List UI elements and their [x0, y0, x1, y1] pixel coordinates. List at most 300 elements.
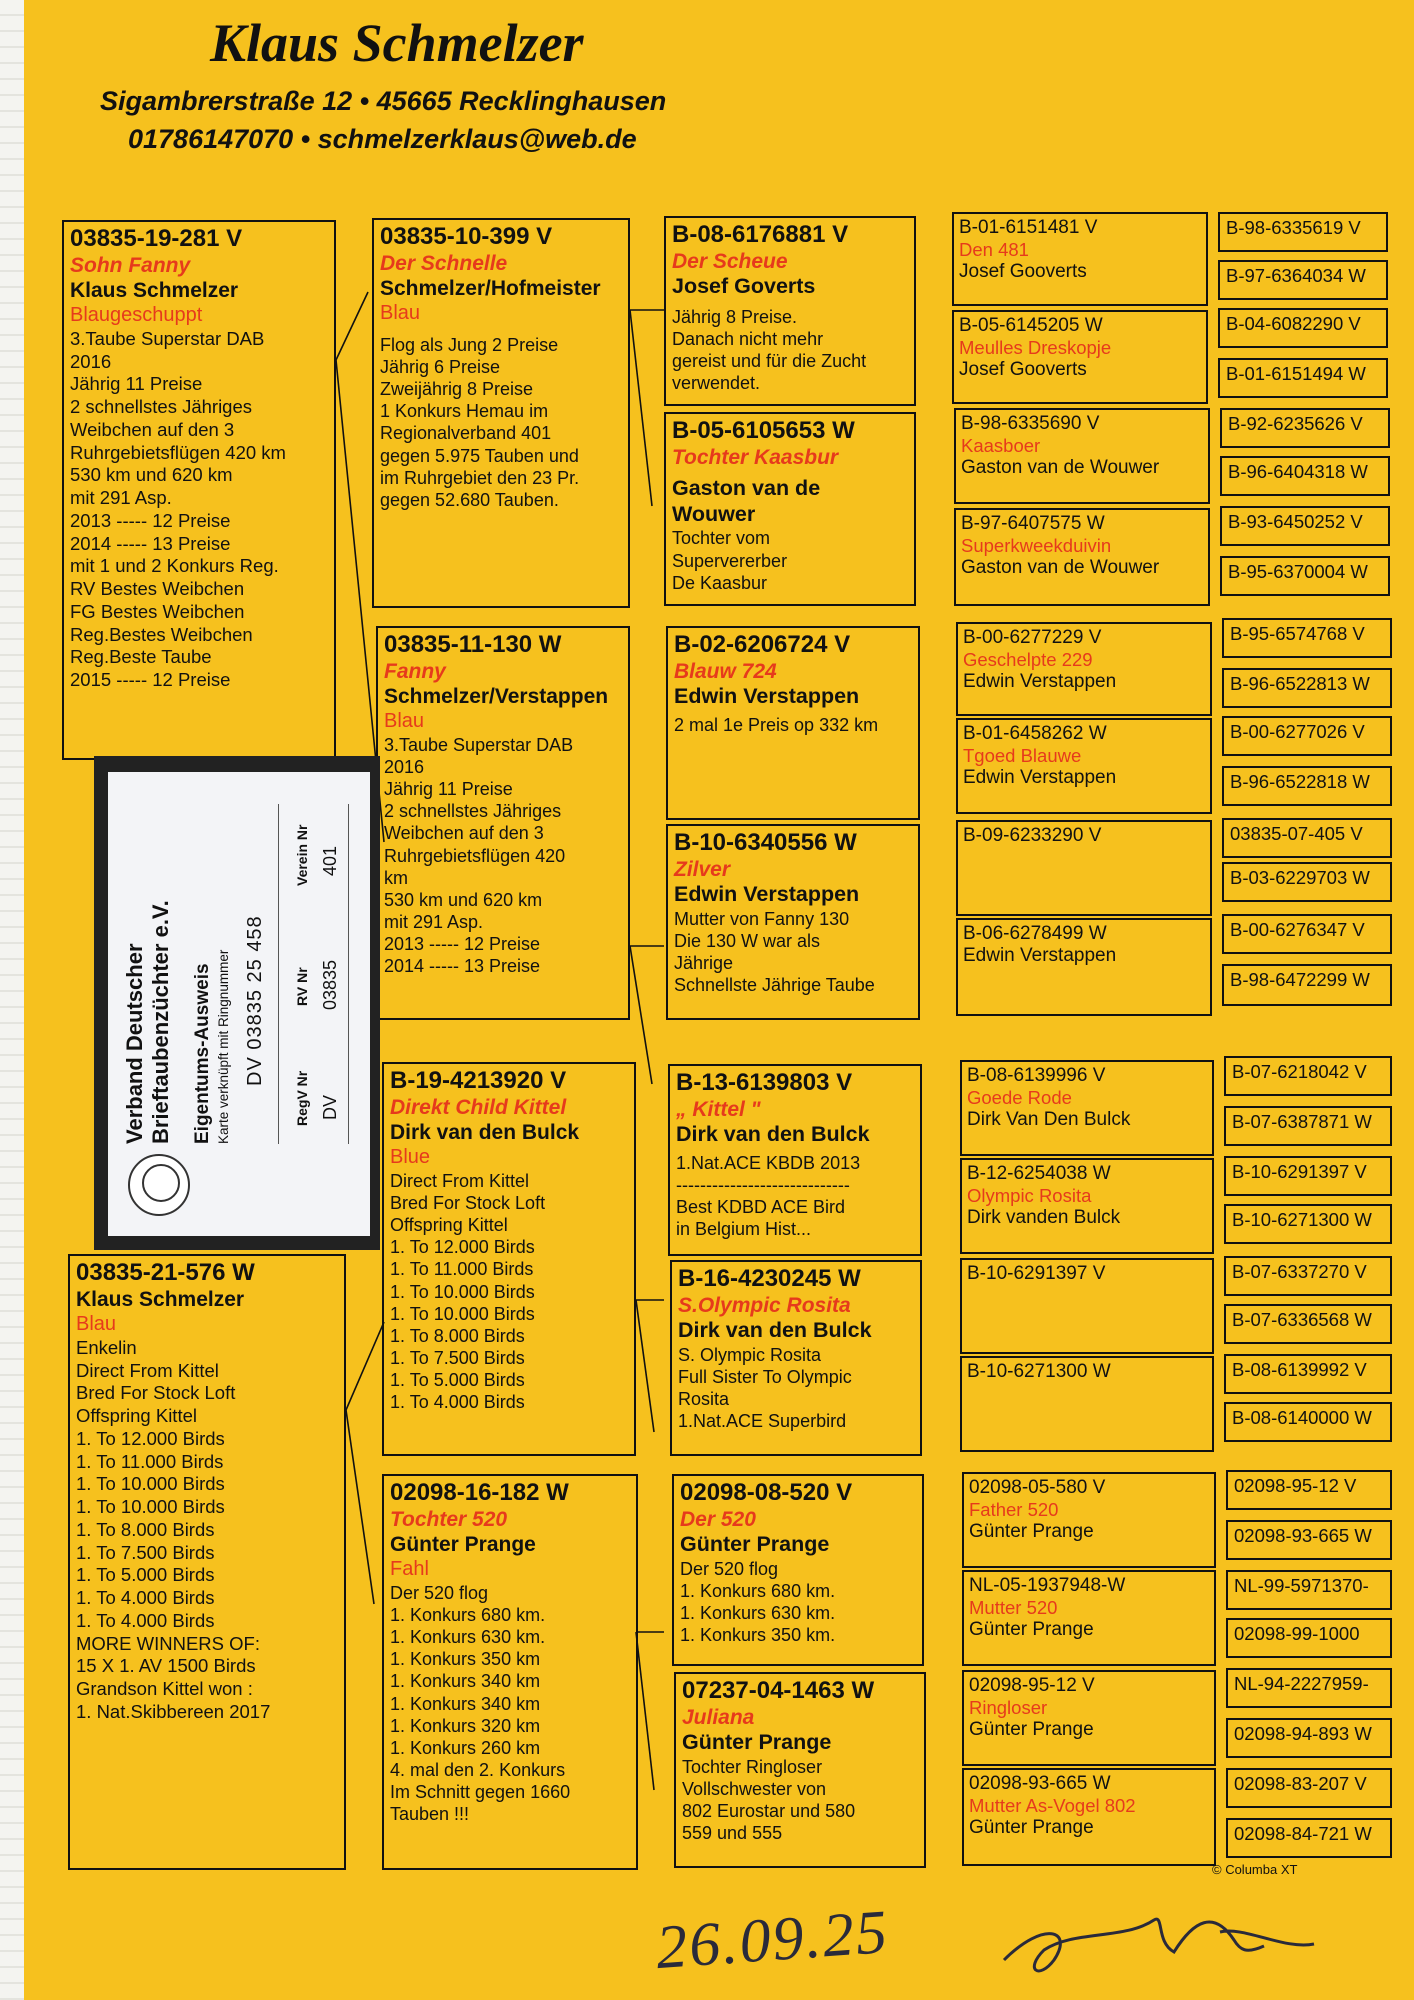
ggg-box	[1222, 818, 1392, 858]
pigeon-details	[390, 1170, 628, 1413]
detail-line: 1. To 4.000 Birds	[390, 1392, 525, 1413]
detail-line: 1. Konkurs 680 km.	[390, 1605, 546, 1626]
owner: Josef Gooverts	[959, 261, 1087, 283]
ggg-box	[1224, 1354, 1392, 1394]
ring-number: B-98-6335690 V	[961, 413, 1100, 434]
detail-line: Supervererber	[672, 550, 788, 571]
detail-line: Ruhrgebietsflügen 420	[384, 845, 566, 866]
detail-line: 802 Eurostar und 580	[682, 1800, 856, 1821]
ring-number: 02098-83-207 V	[1234, 1773, 1367, 1794]
owner: Gaston van de Wouwer	[672, 475, 821, 526]
ring-number: 02098-93-665 W	[1234, 1525, 1372, 1546]
detail-line: Flog als Jung 2 Preise	[380, 334, 559, 355]
detail-line: Bred For Stock Loft	[76, 1382, 236, 1404]
detail-line: Bred For Stock Loft	[390, 1193, 546, 1214]
grandparent-box	[670, 1260, 922, 1456]
ring-number: B-05-6105653 W	[672, 417, 855, 444]
ggg-box	[1218, 308, 1388, 348]
ring-number: 03835-19-281 V	[70, 225, 243, 252]
grandparent-box	[674, 1672, 926, 1868]
detail-line: Best KDBD ACE Bird	[676, 1196, 846, 1217]
pigeon-color: Blaugeschuppt	[70, 303, 203, 326]
pigeon-name: Der 520	[680, 1507, 756, 1531]
detail-line: Enkelin	[76, 1336, 137, 1358]
detail-line: 2016	[70, 350, 112, 372]
owner: Dirk van den Bulck	[678, 1317, 872, 1342]
great-grandparent-box	[962, 1472, 1216, 1568]
ring-number: B-05-6145205 W	[959, 315, 1103, 336]
pigeon-name: Direkt Child Kittel	[390, 1095, 567, 1119]
pigeon-details	[674, 714, 912, 736]
detail-line: S. Olympic Rosita	[678, 1344, 822, 1365]
pigeon-name: Father 520	[969, 1498, 1059, 1520]
detail-line: Der 520 flog	[390, 1582, 489, 1603]
ring-number: B-97-6364034 W	[1226, 265, 1366, 286]
ring-number: B-06-6278499 W	[963, 923, 1107, 944]
detail-line: 1. Konkurs 350 km.	[680, 1624, 836, 1645]
ring-number: B-07-6387871 W	[1232, 1111, 1372, 1132]
ownership-card-face	[108, 772, 370, 1236]
detail-line: Jährige	[674, 952, 734, 973]
ring-number: 03835-07-405 V	[1230, 823, 1363, 844]
detail-line: gegen 5.975 Tauben und	[380, 445, 579, 466]
ring-number: 03835-11-130 W	[384, 631, 562, 658]
card-value-rv: 03835	[320, 959, 340, 1010]
detail-line: 1. To 5.000 Birds	[390, 1370, 525, 1391]
owner: Edwin Verstappen	[963, 944, 1117, 966]
pigeon-name: Tochter 520	[390, 1507, 508, 1531]
pigeon-details	[676, 1152, 914, 1241]
owner: Günter Prange	[390, 1532, 536, 1556]
owner: Günter Prange	[680, 1531, 830, 1556]
ggg-box	[1218, 358, 1388, 398]
detail-line: 559 und 555	[682, 1822, 783, 1843]
pigeon-name: Ringloser	[969, 1696, 1048, 1718]
detail-line: Tochter vom	[672, 528, 771, 549]
ggg-box	[1220, 408, 1390, 448]
pigeon-name: Goede Rode	[967, 1086, 1072, 1108]
great-grandparent-box	[962, 1570, 1216, 1666]
ggg-box	[1220, 456, 1390, 496]
ring-number: B-00-6276347 V	[1230, 919, 1365, 940]
pigeon-details	[380, 334, 622, 511]
detail-line: 2014 ----- 13 Preise	[384, 956, 541, 977]
detail-line: Jährig 11 Preise	[384, 779, 513, 800]
ring-number: 02098-94-893 W	[1234, 1723, 1372, 1744]
ring-number: B-98-6335619 V	[1226, 217, 1361, 238]
ring-number: B-96-6522818 W	[1230, 771, 1370, 792]
great-grandparent-box	[956, 918, 1212, 1016]
pigeon-details	[70, 328, 328, 692]
detail-line: gereist und für die Zucht	[672, 350, 867, 371]
detail-line: 1. To 10.000 Birds	[390, 1281, 535, 1302]
detail-line: 1. To 10.000 Birds	[390, 1303, 535, 1324]
ring-number: B-01-6458262 W	[963, 723, 1107, 744]
ring-number: B-95-6370004 W	[1228, 561, 1368, 582]
detail-line: 2 schnellstes Jähriges	[384, 801, 562, 822]
detail-line: Reg.Beste Taube	[70, 646, 212, 668]
detail-line: 1. Konkurs 630 km.	[680, 1602, 836, 1623]
pigeon-name: Olympic Rosita	[967, 1184, 1092, 1206]
detail-line: 4. mal den 2. Konkurs	[390, 1759, 566, 1780]
ring-number: 03835-21-576 W	[76, 1259, 255, 1286]
detail-line: 1. To 10.000 Birds	[76, 1496, 225, 1518]
detail-line: Vollschwester von	[682, 1778, 827, 1799]
grandparent-box	[664, 412, 916, 606]
detail-line: 2015 ----- 12 Preise	[70, 669, 231, 691]
detail-line: FG Bestes Weibchen	[70, 600, 245, 622]
detail-line: Schnellste Jährige Taube	[674, 974, 875, 995]
pigeon-name: Den 481	[959, 238, 1029, 260]
ring-number: B-12-6254038 W	[967, 1163, 1111, 1184]
ggg-box	[1224, 1204, 1392, 1244]
pigeon-color: Blue	[390, 1145, 431, 1168]
ring-number: 07237-04-1463 W	[682, 1677, 875, 1704]
detail-line: 3.Taube Superstar DAB	[70, 327, 265, 349]
owner: Edwin Verstappen	[963, 671, 1117, 693]
detail-line: Ruhrgebietsflügen 420 km	[70, 441, 286, 463]
grandparent-box	[668, 1064, 922, 1256]
ring-number: B-09-6233290 V	[963, 825, 1102, 846]
owner: Dirk van den Bulck	[390, 1120, 580, 1144]
detail-line: Tochter Ringloser	[682, 1756, 823, 1777]
ring-number: B-07-6336568 W	[1232, 1309, 1372, 1330]
card-title: Eigentums-Ausweis	[192, 963, 213, 1144]
ring-number: B-19-4213920 V	[390, 1067, 567, 1094]
pedigree-sheet	[24, 0, 1414, 2000]
owner: Günter Prange	[969, 1521, 1094, 1543]
detail-line: 1. To 5.000 Birds	[76, 1564, 215, 1586]
card-label-verein: Verein Nr	[294, 824, 310, 886]
grandparent-box	[664, 216, 916, 406]
grandparent-box	[666, 824, 920, 1020]
signature-icon	[984, 1880, 1324, 1990]
ggg-box	[1226, 1668, 1392, 1708]
detail-line: Regionalverband 401	[380, 423, 552, 444]
card-ring-number: DV 03835 25 458	[244, 915, 266, 1086]
detail-line: 1. To 4.000 Birds	[76, 1587, 215, 1609]
copyright: © Columba XT	[1212, 1862, 1298, 1877]
detail-line: 1. Konkurs 320 km	[390, 1715, 541, 1736]
owner: Günter Prange	[682, 1729, 832, 1754]
detail-line: 1. To 7.500 Birds	[76, 1541, 215, 1563]
detail-line: Full Sister To Olympic	[678, 1366, 852, 1387]
parent-box	[376, 626, 630, 1020]
ring-number: B-03-6229703 W	[1230, 867, 1370, 888]
ownership-card-content	[108, 772, 370, 1236]
great-grandparent-box	[962, 1768, 1216, 1866]
detail-line: 1. Konkurs 260 km	[390, 1737, 541, 1758]
ggg-box	[1224, 1056, 1392, 1096]
detail-line: 1. To 8.000 Birds	[76, 1518, 215, 1540]
ring-number: B-10-6291397 V	[967, 1263, 1106, 1284]
card-org-line: Verband Deutscher	[122, 943, 147, 1144]
ggg-box	[1226, 1520, 1392, 1560]
pigeon-name: Fanny	[384, 659, 446, 683]
ggg-box	[1226, 1570, 1392, 1610]
owner: Gaston van de Wouwer	[961, 557, 1160, 579]
association-logo-icon	[128, 1154, 190, 1216]
great-grandparent-box	[952, 310, 1208, 404]
detail-line: 530 km und 620 km	[70, 464, 233, 486]
ggg-box	[1224, 1402, 1392, 1442]
ring-number: B-13-6139803 V	[676, 1069, 853, 1096]
detail-line: 1. To 12.000 Birds	[76, 1427, 225, 1449]
detail-line: 2013 ----- 12 Preise	[384, 934, 541, 955]
ring-number: 02098-05-580 V	[969, 1477, 1106, 1498]
ggg-box	[1224, 1304, 1392, 1344]
owner: Schmelzer/Verstappen	[384, 684, 609, 708]
detail-line: in Belgium Hist...	[676, 1218, 812, 1239]
detail-line: Der 520 flog	[680, 1558, 779, 1579]
ggg-box	[1220, 556, 1390, 596]
detail-line: 2 mal 1e Preis op 332 km	[674, 714, 879, 735]
pigeon-name: Mutter 520	[969, 1596, 1058, 1618]
pigeon-details	[674, 908, 912, 997]
detail-line: 1. Nat.Skibbereen 2017	[76, 1700, 271, 1722]
pigeon-details	[76, 1337, 338, 1724]
ggg-box	[1222, 964, 1392, 1006]
breeder-contact: 01786147070 • schmelzerklaus@web.de	[128, 124, 637, 154]
pigeon-box	[62, 220, 336, 760]
great-grandparent-box	[952, 212, 1208, 306]
ring-number: B-16-4230245 W	[678, 1265, 861, 1292]
great-grandparent-box	[956, 622, 1212, 716]
ring-number: 02098-93-665 W	[969, 1773, 1111, 1794]
card-divider	[348, 804, 349, 1144]
card-value-regv: DV	[320, 1094, 340, 1120]
detail-line: 2013 ----- 12 Preise	[70, 509, 231, 531]
pigeon-details	[390, 1582, 630, 1825]
owner: Dirk van den Bulck	[676, 1121, 870, 1146]
ggg-box	[1226, 1818, 1392, 1858]
ggg-box	[1222, 716, 1392, 756]
owner: Klaus Schmelzer	[70, 278, 239, 302]
detail-line: gegen 52.680 Tauben.	[380, 489, 559, 510]
ggg-box	[1224, 1256, 1392, 1296]
detail-line: mit 291 Asp.	[70, 487, 172, 509]
ring-number: B-02-6206724 V	[674, 631, 851, 658]
ring-number: B-08-6139996 V	[967, 1065, 1106, 1086]
owner: Dirk vanden Bulck	[967, 1207, 1121, 1229]
pigeon-name: Sohn Fanny	[70, 253, 191, 277]
pigeon-details	[672, 527, 908, 593]
detail-line: Offspring Kittel	[76, 1405, 197, 1427]
card-label-regv: RegV Nr	[294, 1070, 310, 1126]
great-grandparent-box	[954, 508, 1210, 606]
ring-number: 02098-84-721 W	[1234, 1823, 1372, 1844]
detail-line: 1. To 12.000 Birds	[390, 1237, 535, 1258]
handwritten-date: 26.09.25	[653, 1897, 892, 1983]
ring-number: B-07-6218042 V	[1232, 1061, 1367, 1082]
ring-number: B-10-6291397 V	[1232, 1161, 1367, 1182]
ring-number: B-10-6271300 W	[1232, 1209, 1372, 1230]
ggg-box	[1226, 1470, 1392, 1510]
great-grandparent-box	[960, 1158, 1214, 1254]
pigeon-box	[68, 1254, 346, 1870]
ggg-box	[1226, 1718, 1392, 1758]
ring-number: B-01-6151494 W	[1226, 363, 1366, 384]
detail-line: mit 291 Asp.	[384, 911, 484, 932]
detail-line: km	[384, 867, 408, 888]
ggg-box	[1218, 212, 1388, 252]
ring-number: B-96-6404318 W	[1228, 461, 1368, 482]
pigeon-details	[678, 1344, 914, 1433]
ggg-box	[1222, 618, 1392, 658]
ring-number: B-08-6139992 V	[1232, 1359, 1367, 1380]
pigeon-color: Blau	[384, 709, 425, 732]
detail-line: RV Bestes Weibchen	[70, 578, 245, 600]
owner: Edwin Verstappen	[963, 767, 1117, 789]
owner: Edwin Verstappen	[674, 683, 860, 708]
detail-line: 1.Nat.ACE Superbird	[678, 1410, 847, 1431]
ring-number: B-97-6407575 W	[961, 513, 1105, 534]
pigeon-name: S.Olympic Rosita	[678, 1293, 851, 1317]
owner: Josef Gooverts	[959, 359, 1087, 381]
parent-box	[382, 1474, 638, 1870]
ring-number: 02098-95-12 V	[1234, 1475, 1357, 1496]
ring-number: 02098-16-182 W	[390, 1479, 569, 1506]
detail-line: 1. To 4.000 Birds	[76, 1609, 215, 1631]
pigeon-name: Mutter As-Vogel 802	[969, 1794, 1136, 1816]
pigeon-name: Kaasboer	[961, 434, 1041, 456]
ring-number: NL-05-1937948-W	[969, 1575, 1126, 1596]
card-label-rv: RV Nr	[294, 967, 310, 1006]
pigeon-name: Juliana	[682, 1705, 755, 1729]
owner: Dirk Van Den Bulck	[967, 1109, 1131, 1131]
card-subtitle: Karte verknüpft mit Ringnummer	[216, 949, 231, 1144]
detail-line: 530 km und 620 km	[384, 889, 543, 910]
detail-line: Jährig 11 Preise	[70, 373, 203, 395]
ggg-box	[1218, 260, 1388, 300]
pigeon-name: Der Scheue	[672, 249, 788, 273]
pigeon-name: Meulles Dreskopje	[959, 336, 1112, 358]
detail-line: 2014 ----- 13 Preise	[70, 532, 231, 554]
ring-number: B-00-6277026 V	[1230, 721, 1365, 742]
ring-number: NL-94-2227959-	[1234, 1673, 1369, 1694]
owner: Günter Prange	[969, 1719, 1094, 1741]
detail-line: -----------------------------	[676, 1174, 850, 1195]
pigeon-name: Tgoed Blauwe	[963, 744, 1082, 766]
detail-line: Weibchen auf den 3	[384, 823, 544, 844]
ggg-box	[1222, 766, 1392, 806]
ring-number: B-92-6235626 V	[1228, 413, 1363, 434]
breeder-name: Klaus Schmelzer	[210, 13, 584, 73]
pigeon-name: Tochter Kaasbur	[672, 445, 839, 469]
ring-number: B-10-6271300 W	[967, 1361, 1111, 1382]
detail-line: Jährig 8 Preise.	[672, 306, 798, 327]
ring-number: B-01-6151481 V	[959, 217, 1098, 238]
ggg-box	[1226, 1618, 1392, 1658]
owner: Klaus Schmelzer	[76, 1287, 245, 1311]
detail-line: Im Schnitt gegen 1660	[390, 1782, 571, 1803]
owner: Günter Prange	[969, 1817, 1094, 1839]
ring-number: B-96-6522813 W	[1230, 673, 1370, 694]
card-organization	[122, 900, 175, 1144]
detail-line: 1. To 7.500 Birds	[390, 1347, 525, 1368]
paper-edge	[0, 0, 24, 2000]
detail-line: im Ruhrgebiet den 23 Pr.	[380, 467, 580, 488]
great-grandparent-box	[960, 1258, 1214, 1354]
pigeon-name: Zilver	[674, 857, 731, 881]
ring-number: B-04-6082290 V	[1226, 313, 1361, 334]
detail-line: Tauben !!!	[390, 1804, 470, 1825]
great-grandparent-box	[954, 408, 1210, 504]
grandparent-box	[666, 626, 920, 820]
pigeon-color: Fahl	[390, 1557, 429, 1580]
ring-number: 03835-10-399 V	[380, 223, 553, 250]
ring-number: B-08-6140000 W	[1232, 1407, 1372, 1428]
detail-line: 1. To 10.000 Birds	[76, 1473, 225, 1495]
ggg-box	[1224, 1106, 1392, 1146]
ring-number: NL-99-5971370-	[1234, 1575, 1369, 1596]
owner: Edwin Verstappen	[674, 881, 860, 906]
pigeon-name: Geschelpte 229	[963, 648, 1093, 670]
detail-line: 1. Konkurs 340 km	[390, 1693, 541, 1714]
ownership-card	[94, 756, 380, 1250]
owner: Josef Goverts	[672, 273, 816, 298]
pigeon-name: Blauw 724	[674, 659, 777, 683]
detail-line: 2 schnellstes Jähriges	[70, 396, 253, 418]
detail-line: De Kaasbur	[672, 572, 768, 593]
pigeon-details	[672, 306, 908, 395]
ggg-box	[1224, 1156, 1392, 1196]
great-grandparent-box	[956, 820, 1212, 916]
breeder-address: Sigambrerstraße 12 • 45665 Recklinghausen	[100, 86, 667, 116]
great-grandparent-box	[960, 1356, 1214, 1452]
ggg-box	[1222, 914, 1392, 954]
parent-box	[382, 1062, 636, 1456]
owner: Günter Prange	[969, 1619, 1094, 1641]
detail-line: Reg.Bestes Weibchen	[70, 623, 253, 645]
detail-line: 1 Konkurs Hemau im	[380, 401, 549, 422]
detail-line: Direct From Kittel	[390, 1170, 530, 1191]
detail-line: mit 1 und 2 Konkurs Reg.	[70, 555, 279, 577]
pigeon-color: Blau	[380, 301, 421, 324]
ggg-box	[1226, 1768, 1392, 1808]
ring-number: B-00-6277229 V	[963, 627, 1102, 648]
detail-line: 1. Konkurs 630 km.	[390, 1627, 546, 1648]
ring-number: 02098-95-12 V	[969, 1675, 1095, 1696]
card-divider	[278, 804, 279, 1144]
detail-line: 2016	[384, 757, 425, 778]
grandparent-box	[672, 1474, 924, 1666]
great-grandparent-box	[960, 1060, 1214, 1156]
detail-line: 1. Konkurs 680 km.	[680, 1580, 836, 1601]
pigeon-color: Blau	[76, 1312, 117, 1335]
detail-line: verwendet.	[672, 372, 761, 393]
ggg-box	[1220, 506, 1390, 546]
detail-line: Zweijährig 8 Preise	[380, 379, 534, 400]
ring-number: B-93-6450252 V	[1228, 511, 1363, 532]
card-value-verein: 401	[320, 845, 340, 876]
detail-line: Jährig 6 Preise	[380, 357, 501, 378]
great-grandparent-box	[956, 718, 1212, 814]
ggg-box	[1222, 862, 1392, 902]
detail-line: 15 X 1. AV 1500 Birds	[76, 1655, 256, 1677]
ring-number: 02098-08-520 V	[680, 1479, 853, 1506]
owner: Schmelzer/Hofmeister	[380, 276, 601, 300]
detail-line: 3.Taube Superstar DAB	[384, 734, 574, 755]
detail-line: Offspring Kittel	[390, 1215, 508, 1236]
detail-line: Danach nicht mehr	[672, 328, 824, 349]
ring-number: 02098-99-1000	[1234, 1623, 1360, 1644]
detail-line: Grandson Kittel won :	[76, 1678, 253, 1700]
detail-line: 1. To 11.000 Birds	[76, 1450, 224, 1472]
pigeon-name: Der Schnelle	[380, 251, 508, 275]
detail-line: 1. Konkurs 350 km	[390, 1649, 541, 1670]
pigeon-name: „ Kittel "	[676, 1097, 761, 1121]
